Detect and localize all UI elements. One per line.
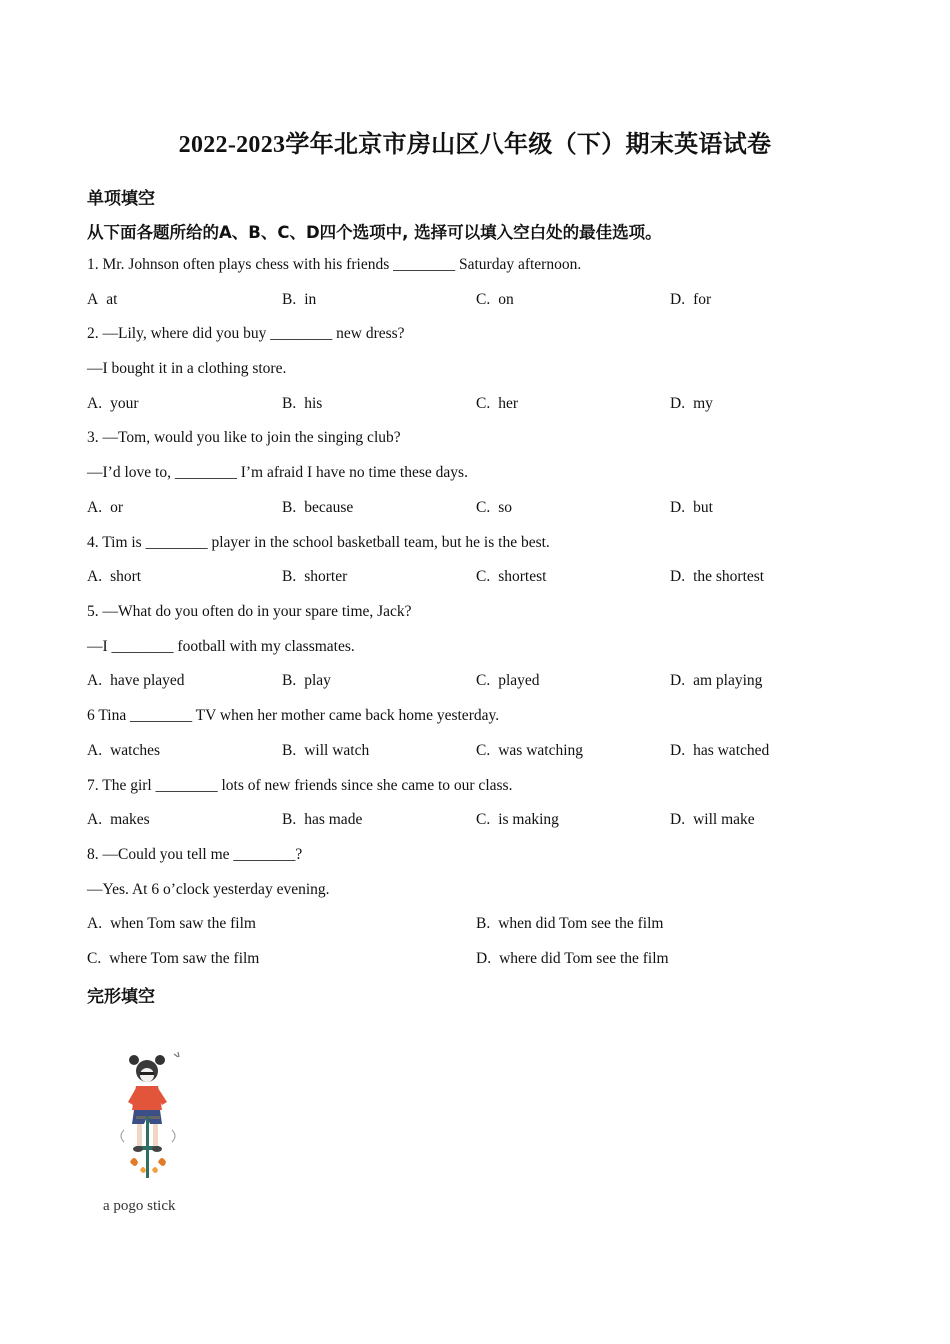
option-text: will watch xyxy=(304,742,370,759)
answer-option[interactable] xyxy=(670,395,713,413)
option-letter: B. xyxy=(282,568,297,585)
question-stem: 4. Tim is ________ player in the school basketball team, but he is the best. xyxy=(87,534,550,551)
question-stem: 8. —Could you tell me ________? xyxy=(87,846,303,863)
option-text: makes xyxy=(110,811,150,828)
answer-option[interactable] xyxy=(87,291,117,309)
option-letter: D. xyxy=(670,291,686,308)
answer-option[interactable] xyxy=(87,568,141,586)
question-dialogue-line: —I ________ football with my classmates. xyxy=(87,638,355,655)
question-stem: 1. Mr. Johnson often plays chess with his friends ________ Saturday afternoon. xyxy=(87,256,582,273)
option-letter: B. xyxy=(282,291,297,308)
option-letter: D. xyxy=(670,672,686,689)
answer-option[interactable] xyxy=(670,742,769,760)
question-stem: 3. —Tom, would you like to join the singing club? xyxy=(87,429,401,446)
option-letter: C. xyxy=(476,742,491,759)
answer-option[interactable] xyxy=(670,568,764,586)
option-text: in xyxy=(304,291,317,308)
option-letter: C. xyxy=(476,568,491,585)
option-text: when did Tom see the film xyxy=(498,915,664,932)
answer-option[interactable] xyxy=(670,811,755,829)
option-letter: D. xyxy=(670,568,686,585)
option-text: has made xyxy=(304,811,363,828)
option-text: the shortest xyxy=(693,568,765,585)
answer-option[interactable] xyxy=(282,568,347,586)
option-letter: B. xyxy=(282,811,297,828)
option-letter: B. xyxy=(282,672,297,689)
option-letter: A. xyxy=(87,811,103,828)
option-letter: A xyxy=(87,291,99,308)
option-text: have played xyxy=(110,672,185,689)
option-text: my xyxy=(693,395,713,412)
option-letter: A. xyxy=(87,672,103,689)
option-text: your xyxy=(110,395,139,412)
question-stem: 2. —Lily, where did you buy ________ new dress? xyxy=(87,325,405,342)
answer-option[interactable] xyxy=(87,499,123,517)
option-text: when Tom saw the film xyxy=(110,915,256,932)
option-text: am playing xyxy=(693,672,763,689)
answer-option[interactable] xyxy=(282,811,362,829)
answer-option[interactable] xyxy=(476,950,669,968)
option-text: or xyxy=(110,499,123,516)
answer-option[interactable] xyxy=(282,672,331,690)
answer-option[interactable] xyxy=(87,950,259,968)
question-dialogue-line: —I bought it in a clothing store. xyxy=(87,360,287,377)
option-letter: C. xyxy=(476,672,491,689)
option-text: on xyxy=(498,291,514,308)
answer-option[interactable] xyxy=(670,499,713,517)
answer-option[interactable] xyxy=(476,395,518,413)
option-letter: A. xyxy=(87,742,103,759)
answer-option[interactable] xyxy=(476,672,540,690)
answer-option[interactable] xyxy=(87,672,185,690)
option-text: watches xyxy=(110,742,160,759)
answer-option[interactable] xyxy=(282,395,322,413)
option-text: so xyxy=(498,499,513,516)
option-letter: C. xyxy=(476,811,491,828)
answer-option[interactable] xyxy=(670,672,762,690)
option-text: but xyxy=(693,499,713,516)
option-letter: B. xyxy=(476,915,491,932)
question-stem: 7. The girl ________ lots of new friends since she came to our class. xyxy=(87,777,513,794)
option-text: short xyxy=(110,568,142,585)
answer-option[interactable] xyxy=(87,811,150,829)
answer-option[interactable] xyxy=(282,499,353,517)
answer-option[interactable] xyxy=(476,915,663,933)
section-instruction: 从下面各题所给的A、B、C、D四个选项中, 选择可以填入空白处的最佳选项。 xyxy=(87,223,662,242)
option-letter: A. xyxy=(87,568,103,585)
question-stem: 6 Tina ________ TV when her mother came back home yesterday. xyxy=(87,707,500,724)
option-letter: B. xyxy=(282,742,297,759)
option-text: shortest xyxy=(498,568,547,585)
answer-option[interactable] xyxy=(87,742,160,760)
option-letter: A. xyxy=(87,499,103,516)
answer-option[interactable] xyxy=(476,499,512,517)
section-heading-cloze: 完形填空 xyxy=(87,987,155,1007)
answer-option[interactable] xyxy=(282,742,369,760)
option-text: is making xyxy=(498,811,559,828)
option-text: will make xyxy=(693,811,755,828)
option-text: because xyxy=(304,499,354,516)
option-text: has watched xyxy=(693,742,770,759)
option-text: his xyxy=(304,395,323,412)
question-dialogue-line: —I’d love to, ________ I’m afraid I have no time these days. xyxy=(87,464,468,481)
option-text: shorter xyxy=(304,568,348,585)
option-text: her xyxy=(498,395,519,412)
option-letter: D. xyxy=(670,395,686,412)
answer-option[interactable] xyxy=(476,291,514,309)
option-letter: B. xyxy=(282,499,297,516)
answer-option[interactable] xyxy=(87,915,256,933)
option-letter: C. xyxy=(87,950,102,967)
answer-option[interactable] xyxy=(476,742,583,760)
answer-option[interactable] xyxy=(670,291,711,309)
option-text: for xyxy=(693,291,712,308)
option-text: at xyxy=(106,291,118,308)
answer-option[interactable] xyxy=(476,568,546,586)
option-letter: C. xyxy=(476,499,491,516)
option-letter: A. xyxy=(87,395,103,412)
option-text: played xyxy=(498,672,540,689)
answer-option[interactable] xyxy=(282,291,316,309)
section-heading-single-choice: 单项填空 xyxy=(87,189,155,209)
answer-option[interactable] xyxy=(87,395,139,413)
question-stem: 5. —What do you often do in your spare time, Jack? xyxy=(87,603,412,620)
page-title: 2022-2023学年北京市房山区八年级（下）期末英语试卷 xyxy=(178,132,772,158)
option-letter: C. xyxy=(476,291,491,308)
option-letter: D. xyxy=(670,742,686,759)
option-letter: A. xyxy=(87,915,103,932)
option-text: where did Tom see the film xyxy=(499,950,669,967)
option-letter: C. xyxy=(476,395,491,412)
option-text: where Tom saw the film xyxy=(109,950,260,967)
answer-option[interactable] xyxy=(476,811,559,829)
option-text: play xyxy=(304,672,331,689)
option-text: was watching xyxy=(498,742,584,759)
question-dialogue-line: —Yes. At 6 o’clock yesterday evening. xyxy=(87,881,330,898)
option-letter: D. xyxy=(670,499,686,516)
option-letter: B. xyxy=(282,395,297,412)
image-caption: a pogo stick xyxy=(103,1198,176,1214)
option-letter: D. xyxy=(476,950,492,967)
option-letter: D. xyxy=(670,811,686,828)
